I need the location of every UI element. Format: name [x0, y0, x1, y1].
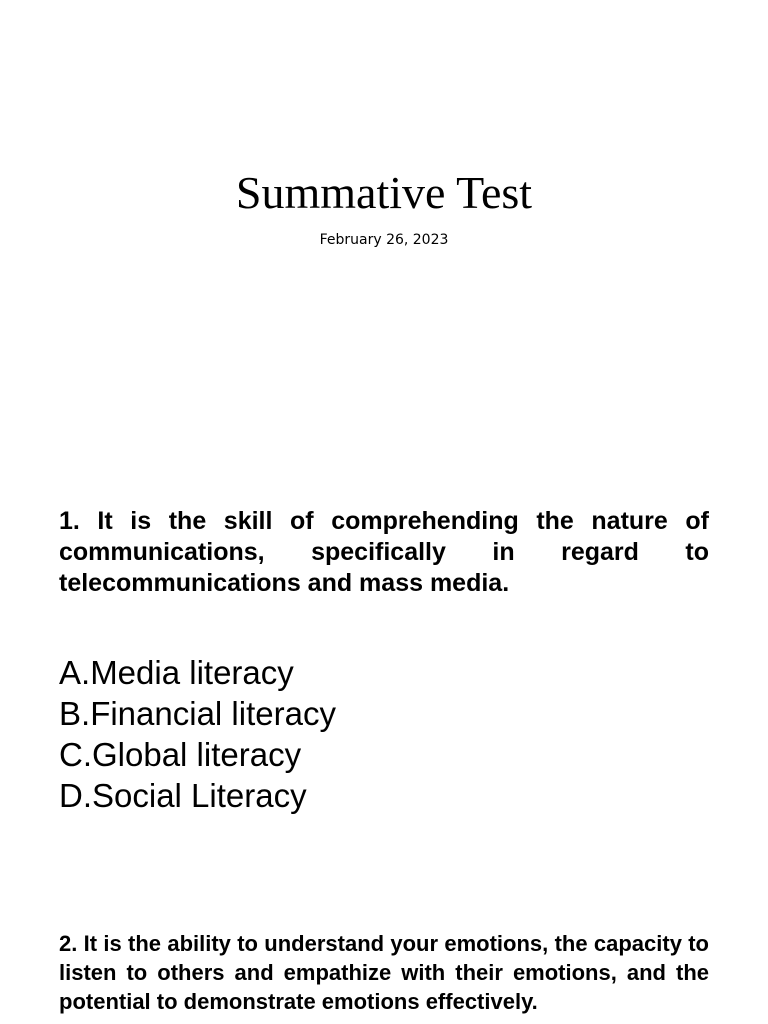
- option-a: [59, 652, 709, 693]
- option-a-label: Media literacy: [90, 654, 294, 691]
- option-d-label: Social Literacy: [92, 777, 307, 814]
- option-b-letter: B.: [59, 695, 91, 732]
- option-a-letter: A.: [59, 654, 91, 691]
- option-c-label: Global literacy: [92, 736, 302, 773]
- option-c: [59, 734, 709, 775]
- question-2-text: 2. It is the ability to understand your emotions, the capacity to listen to others and empathize with their emotions, and the potential to demonstrate emotions effectively.: [59, 931, 709, 1014]
- title-section: [0, 0, 768, 470]
- option-b-label: Financial literacy: [90, 695, 336, 732]
- question-1-text: 1. It is the skill of comprehending the nature of communications, specifically in regard to telecommunications and mass media.: [59, 507, 709, 597]
- question-1-options: [59, 652, 709, 816]
- option-d-letter: D.: [59, 777, 92, 814]
- option-c-letter: C.: [59, 736, 92, 773]
- page-title: Summative Test: [235, 167, 533, 218]
- test-date: February 26, 2023: [319, 232, 449, 248]
- option-d: [59, 775, 709, 816]
- option-b: [59, 693, 709, 734]
